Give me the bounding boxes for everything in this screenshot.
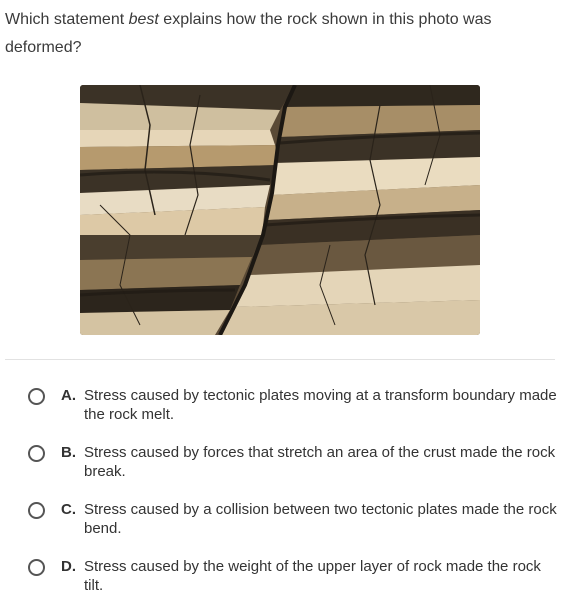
question-prefix: Which statement — [5, 11, 129, 28]
divider — [5, 359, 555, 360]
radio-d[interactable] — [28, 559, 45, 576]
rock-photo-image — [80, 85, 480, 335]
choice-letter: D. — [61, 558, 76, 575]
question-emphasis: best — [128, 11, 159, 28]
choice-letter: B. — [61, 444, 76, 461]
rock-photo — [80, 85, 480, 335]
choice-d[interactable] — [28, 557, 558, 601]
question-text — [5, 6, 545, 62]
choice-letter: C. — [61, 501, 76, 518]
choice-text: Stress caused by forces that stretch an area of the crust made the rock break. — [84, 444, 556, 480]
question-suffix: explains how the rock shown in this photo was deformed? — [5, 11, 492, 56]
choice-c[interactable] — [28, 500, 558, 544]
radio-a[interactable] — [28, 388, 45, 405]
choice-a[interactable] — [28, 386, 558, 430]
choice-text: Stress caused by the weight of the upper layer of rock made the rock tilt. — [84, 558, 541, 594]
radio-c[interactable] — [28, 502, 45, 519]
choice-text: Stress caused by tectonic plates moving at a transform boundary made the rock melt. — [84, 387, 557, 423]
choice-letter: A. — [61, 387, 76, 404]
radio-b[interactable] — [28, 445, 45, 462]
choice-b[interactable] — [28, 443, 558, 487]
choice-text: Stress caused by a collision between two tectonic plates made the rock bend. — [84, 501, 557, 537]
